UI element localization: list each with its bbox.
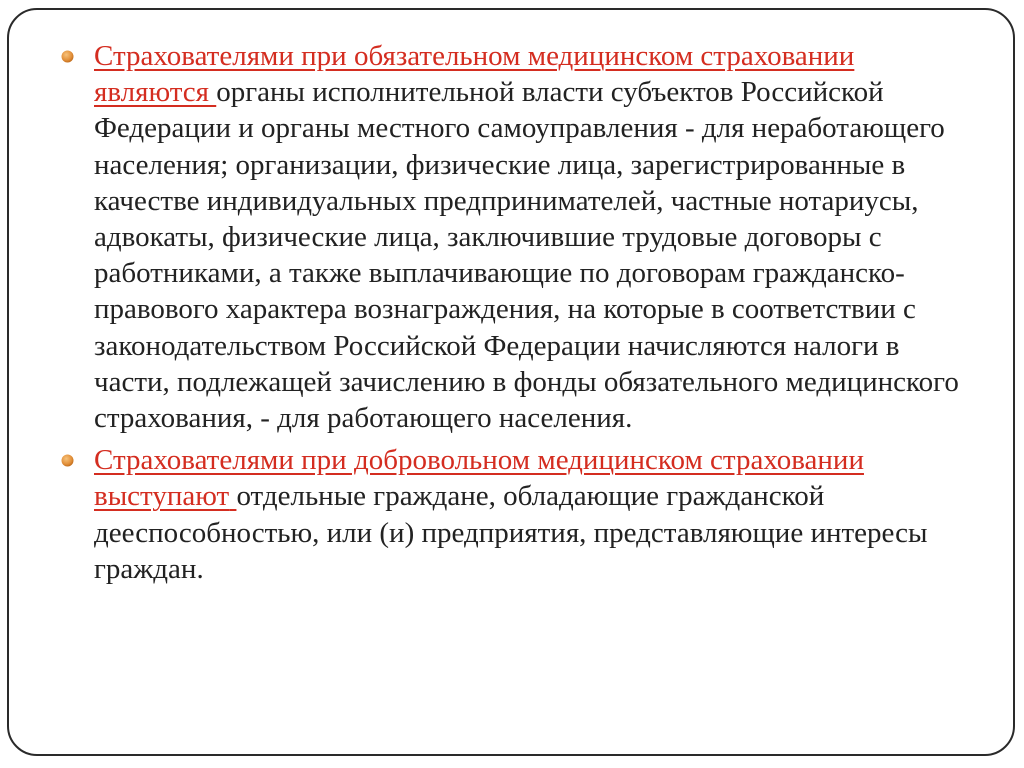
bullet-circle-icon: [60, 442, 94, 478]
bullet-item-voluntary-insurance: [60, 442, 960, 587]
bullet-highlight-text: Страхователями при добровольном медицинском страховании выступают: [94, 444, 864, 513]
bullet-body-text: органы исполнительной власти субъектов Российской Федерации и органы местного самоуправления - для неработающего населения; организации, физические лица, зарегистрированные в качестве индивидуальных предпринимателей, частные нотариусы, адвокаты, физические лица, заключившие трудовые договоры с работниками, а также выплачивающие по договорам гражданско-правового характера вознаграждения, на которые в соответствии с законодательством Российской Федерации начисляются налоги в части, подлежащей зачислению в фонды обязательного медицинского страхования, - для работающего населения.: [94, 76, 959, 435]
slide-content: [60, 38, 960, 587]
bullet-body-text: отдельные граждане, обладающие гражданской дееспособностью, или (и) предприятия, представляющие интересы граждан.: [94, 480, 928, 585]
bullet-highlight-text: Страхователями при обязательном медицинском страховании являются: [94, 40, 855, 109]
bullet-circle-icon: [60, 38, 94, 74]
bullet-item-compulsory-insurance: [60, 38, 960, 436]
